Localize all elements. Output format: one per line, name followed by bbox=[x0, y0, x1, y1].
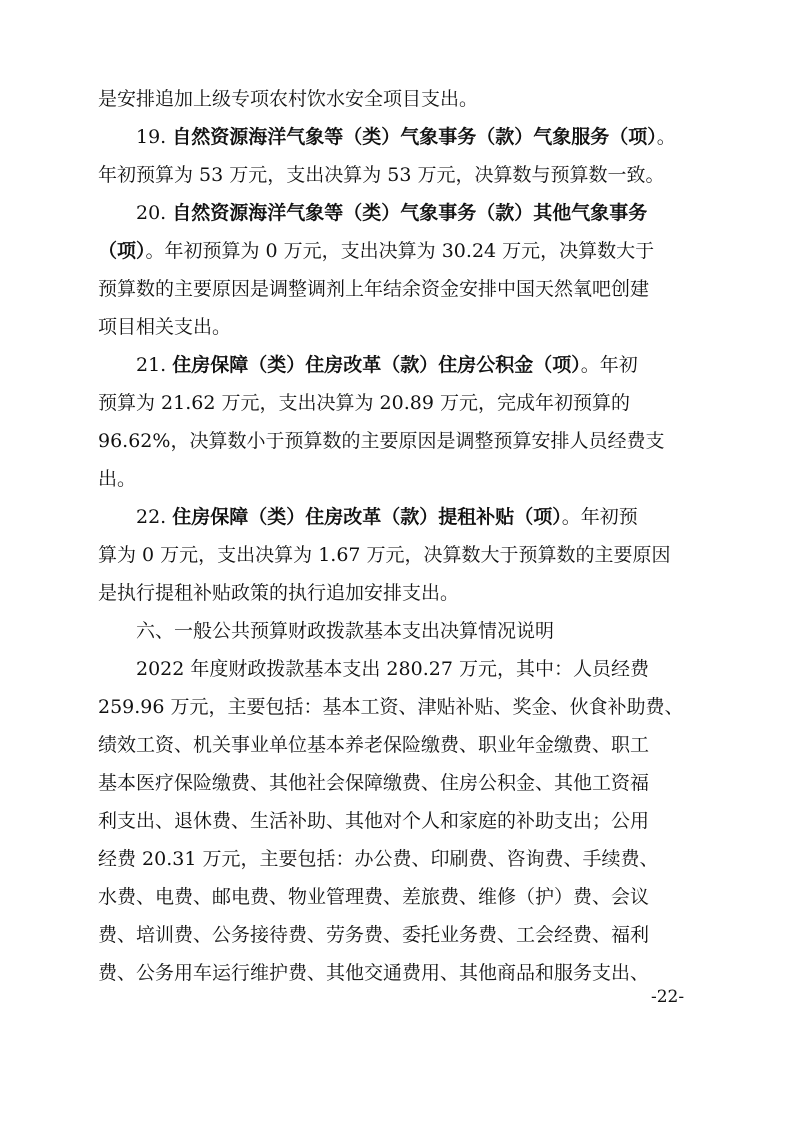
item-20-line bbox=[98, 240, 698, 262]
item-20-heading bbox=[136, 202, 698, 224]
text-line: 费、培训费、公务接待费、劳务费、委托业务费、工会经费、福利 bbox=[98, 924, 650, 946]
text-line: 预算数的主要原因是调整调剂上年结余资金安排中国天然氧吧创建 bbox=[98, 278, 650, 300]
item-title: 自然资源海洋气象等（类）气象事务（款）其他气象事务 bbox=[172, 202, 648, 224]
text-line: 年初预算为 53 万元，支出决算为 53 万元，决算数与预算数一致。 bbox=[98, 164, 665, 186]
item-21-heading bbox=[136, 354, 698, 376]
text-line: 绩效工资、机关事业单位基本养老保险缴费、职业年金缴费、职工 bbox=[98, 734, 650, 756]
item-number: 22. bbox=[136, 506, 167, 528]
text-line: 2022 年度财政拨款基本支出 280.27 万元，其中：人员经费 bbox=[136, 658, 649, 680]
item-title: 住房保障（类）住房改革（款）提租补贴（项） bbox=[172, 506, 562, 528]
text-line: 259.96 万元，主要包括：基本工资、津贴补贴、奖金、伙食补助费、 bbox=[98, 696, 684, 718]
text-line: 是执行提租补贴政策的执行追加安排支出。 bbox=[98, 582, 460, 604]
item-number: 19. bbox=[136, 126, 167, 148]
item-title: 自然资源海洋气象等（类）气象事务（款）气象服务（项） bbox=[172, 126, 657, 148]
item-title: （项） bbox=[98, 240, 146, 262]
item-number: 20. bbox=[136, 202, 167, 224]
item-number: 21. bbox=[136, 354, 167, 376]
text-line: 项目相关支出。 bbox=[98, 316, 232, 338]
item-title: 住房保障（类）住房改革（款）住房公积金（项） bbox=[172, 354, 581, 376]
item-text: 。年初预 bbox=[561, 506, 638, 528]
item-22-heading bbox=[136, 506, 698, 528]
text-line: 是安排追加上级专项农村饮水安全项目支出。 bbox=[98, 88, 479, 110]
text-line: 经费 20.31 万元，主要包括：办公费、印刷费、咨询费、手续费、 bbox=[98, 848, 659, 870]
item-text: 。年初预算为 0 万元，支出决算为 30.24 万元，决算数大于 bbox=[145, 240, 655, 262]
text-line: 利支出、退休费、生活补助、其他对个人和家庭的补助支出；公用 bbox=[98, 810, 650, 832]
text-line: 出。 bbox=[98, 468, 137, 490]
text-line: 基本医疗保险缴费、其他社会保障缴费、住房公积金、其他工资福 bbox=[98, 772, 650, 794]
text-line: 水费、电费、邮电费、物业管理费、差旅费、维修（护）费、会议 bbox=[98, 886, 650, 908]
item-text: 。年初 bbox=[580, 354, 638, 376]
text-line: 96.62%，决算数小于预算数的主要原因是调整预算安排人员经费支 bbox=[98, 430, 665, 452]
page-number: -22- bbox=[651, 987, 685, 1007]
text-line: 预算为 21.62 万元，支出决算为 20.89 万元，完成年初预算的 bbox=[98, 392, 630, 414]
text-line: 算为 0 万元，支出决算为 1.67 万元，决算数大于预算数的主要原因 bbox=[98, 544, 671, 566]
item-text: 。 bbox=[656, 126, 676, 148]
text-line: 费、公务用车运行维护费、其他交通费用、其他商品和服务支出、 bbox=[98, 962, 650, 984]
section-heading: 六、一般公共预算财政拨款基本支出决算情况说明 bbox=[136, 620, 555, 642]
item-19-heading bbox=[136, 126, 698, 148]
